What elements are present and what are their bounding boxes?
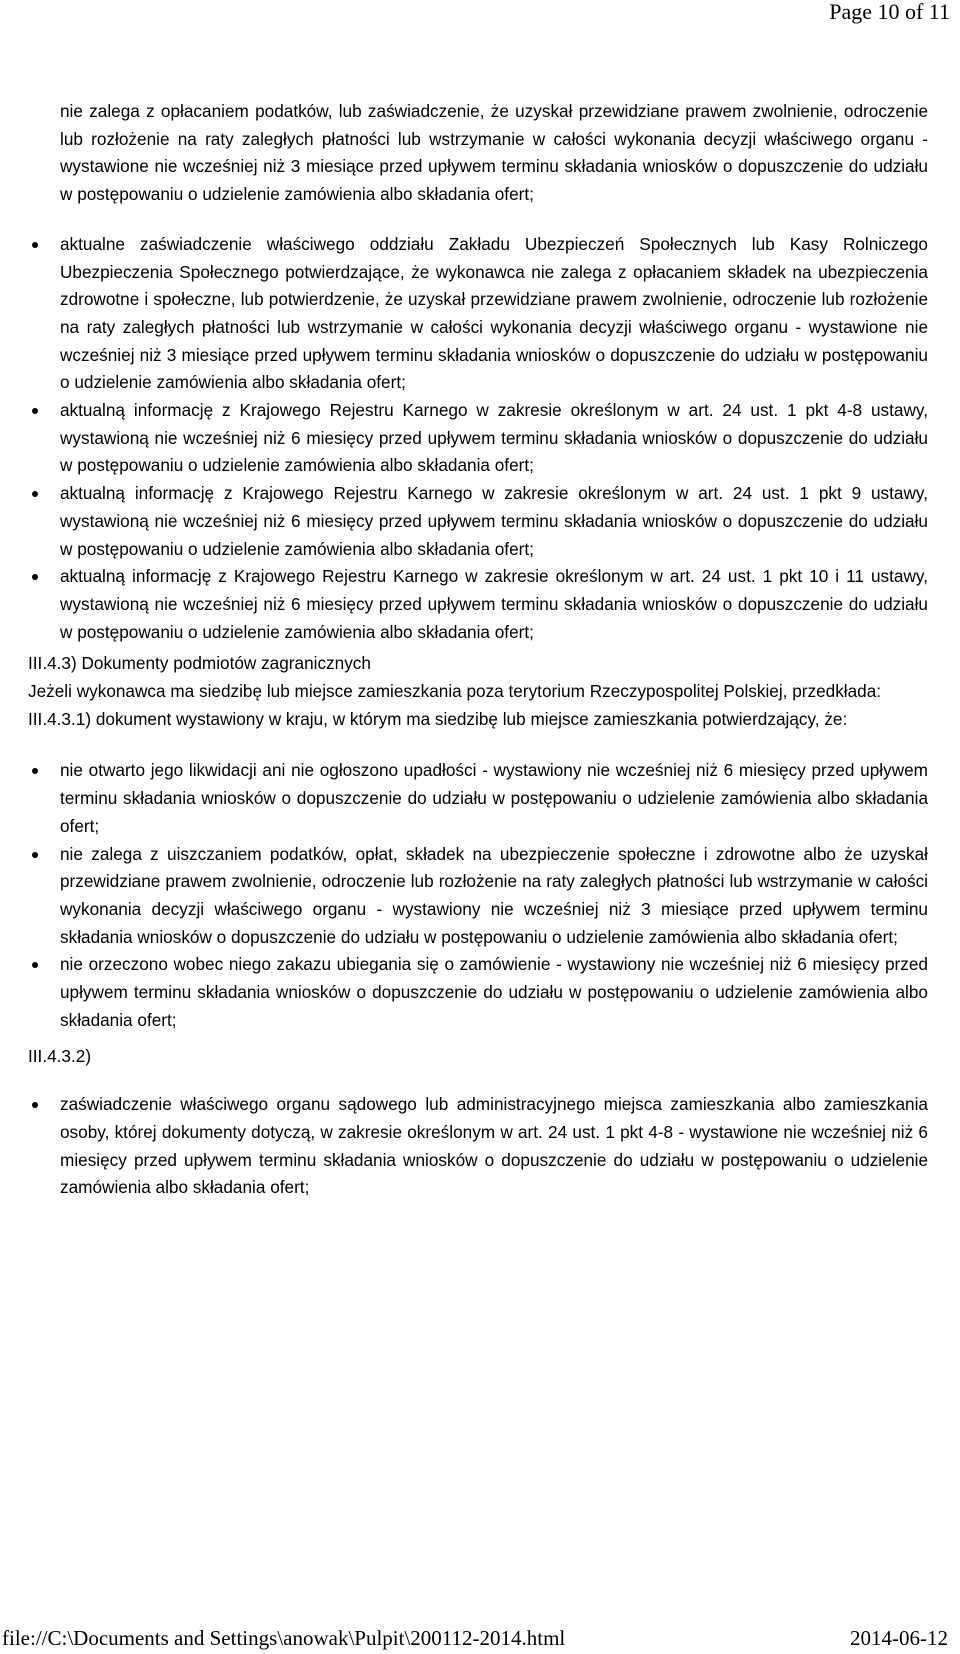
footer-date: 2014-06-12 bbox=[850, 1626, 948, 1650]
bullet-list-court bbox=[60, 1091, 928, 1202]
list-item: aktualną informację z Krajowego Rejestru Karnego w zakresie określonym w art. 24 ust. 1 pkt 10 i 11 ustawy, wystawioną nie wcześniej niż 6 miesięcy przed upływem terminu składania wniosków o dopuszczenie do udziału w postępowaniu o udzielenie zamówienia albo składania ofert; bbox=[60, 563, 928, 646]
list-item: nie otwarto jego likwidacji ani nie ogłoszono upadłości - wystawiony nie wcześniej niż 6 miesięcy przed upływem terminu składania wniosków o dopuszczenie do udziału w postępowaniu o udzielenie zamówienia albo składania ofert; bbox=[60, 757, 928, 840]
list-item: aktualną informację z Krajowego Rejestru Karnego w zakresie określonym w art. 24 ust. 1 pkt 4-8 ustawy, wystawioną nie wcześniej niż 6 miesięcy przed upływem terminu składania wniosków o dopuszczenie do udziału w postępowaniu o udzielenie zamówienia albo składania ofert; bbox=[60, 397, 928, 480]
footer-file-path: file://C:\Documents and Settings\anowak\Pulpit\200112-2014.html bbox=[2, 1626, 566, 1650]
page-number-label: Page 10 of 11 bbox=[829, 0, 950, 24]
subsection-heading: III.4.3.1) dokument wystawiony w kraju, w którym ma siedzibę lub miejsce zamieszkania potwierdzający, że: bbox=[28, 708, 848, 729]
intro-paragraph: nie zalega z opłacaniem podatków, lub zaświadczenie, że uzyskał przewidziane prawem zwolnienie, odroczenie lub rozłożenie na raty zaległych płatności lub wstrzymanie w całości wykonania decyzji właściwego organu - wystawione nie wcześniej niż 3 miesiące przed upływem terminu składania wniosków o dopuszczenie do udziału w postępowaniu o udzielenie zamówienia albo składania ofert; bbox=[60, 101, 928, 205]
section-heading: III.4.3) Dokumenty podmiotów zagranicznych bbox=[28, 653, 371, 674]
foreign-entities-section bbox=[28, 650, 928, 733]
bullet-list-foreign bbox=[60, 757, 928, 1034]
list-item: nie zalega z uiszczaniem podatków, opłat, składek na ubezpieczenie społeczne i zdrowotne albo że uzyskał przewidziane prawem zwolnienie, odroczenie lub rozłożenie na raty zaległych płatności lub wstrzymanie w całości wykonania decyzji właściwego organu - wystawiony nie wcześniej niż 3 miesiące przed upływem terminu składania wniosków o dopuszczenie do udziału w postępowaniu o udzielenie zamówienia albo składania ofert; bbox=[60, 841, 928, 952]
list-item: aktualne zaświadczenie właściwego oddziału Zakładu Ubezpieczeń Społecznych lub Kasy Rolniczego Ubezpieczenia Społecznego potwierdzające, że wykonawca nie zalega z opłacaniem składek na ubezpieczenia zdrowotne i społeczne, lub potwierdzenie, że uzyskał przewidziane prawem zwolnienie, odroczenie lub rozłożenie na raty zaległych płatności lub wstrzymanie w całości wykonania decyzji właściwego organu - wystawione nie wcześniej niż 3 miesiące przed upływem terminu składania wniosków o dopuszczenie do udziału w postępowaniu o udzielenie zamówienia albo składania ofert; bbox=[60, 231, 928, 397]
document-body bbox=[28, 98, 928, 1202]
bullet-list-domestic bbox=[60, 231, 928, 647]
list-item: nie orzeczono wobec niego zakazu ubiegania się o zamówienie - wystawiony nie wcześniej niż 6 miesięcy przed upływem terminu składania wniosków o dopuszczenie do udziału w postępowaniu o udzielenie zamówienia albo składania ofert; bbox=[60, 951, 928, 1034]
subsection-label: III.4.3.2) bbox=[28, 1045, 92, 1066]
list-item: zaświadczenie właściwego organu sądowego lub administracyjnego miejsca zamieszkania albo zamieszkania osoby, której dokumenty dotyczą, w zakresie określonym w art. 24 ust. 1 pkt 4-8 - wystawione nie wcześniej niż 6 miesięcy przed upływem terminu składania wniosków o dopuszczenie do udziału w postępowaniu o udzielenie zamówienia albo składania ofert; bbox=[60, 1091, 928, 1202]
list-item: aktualną informację z Krajowego Rejestru Karnego w zakresie określonym w art. 24 ust. 1 pkt 9 ustawy, wystawioną nie wcześniej niż 6 miesięcy przed upływem terminu składania wniosków o dopuszczenie do udziału w postępowaniu o udzielenie zamówienia albo składania ofert; bbox=[60, 480, 928, 563]
section-description: Jeżeli wykonawca ma siedzibę lub miejsce zamieszkania poza terytorium Rzeczypospolitej Polskiej, przedkłada: bbox=[28, 681, 882, 702]
